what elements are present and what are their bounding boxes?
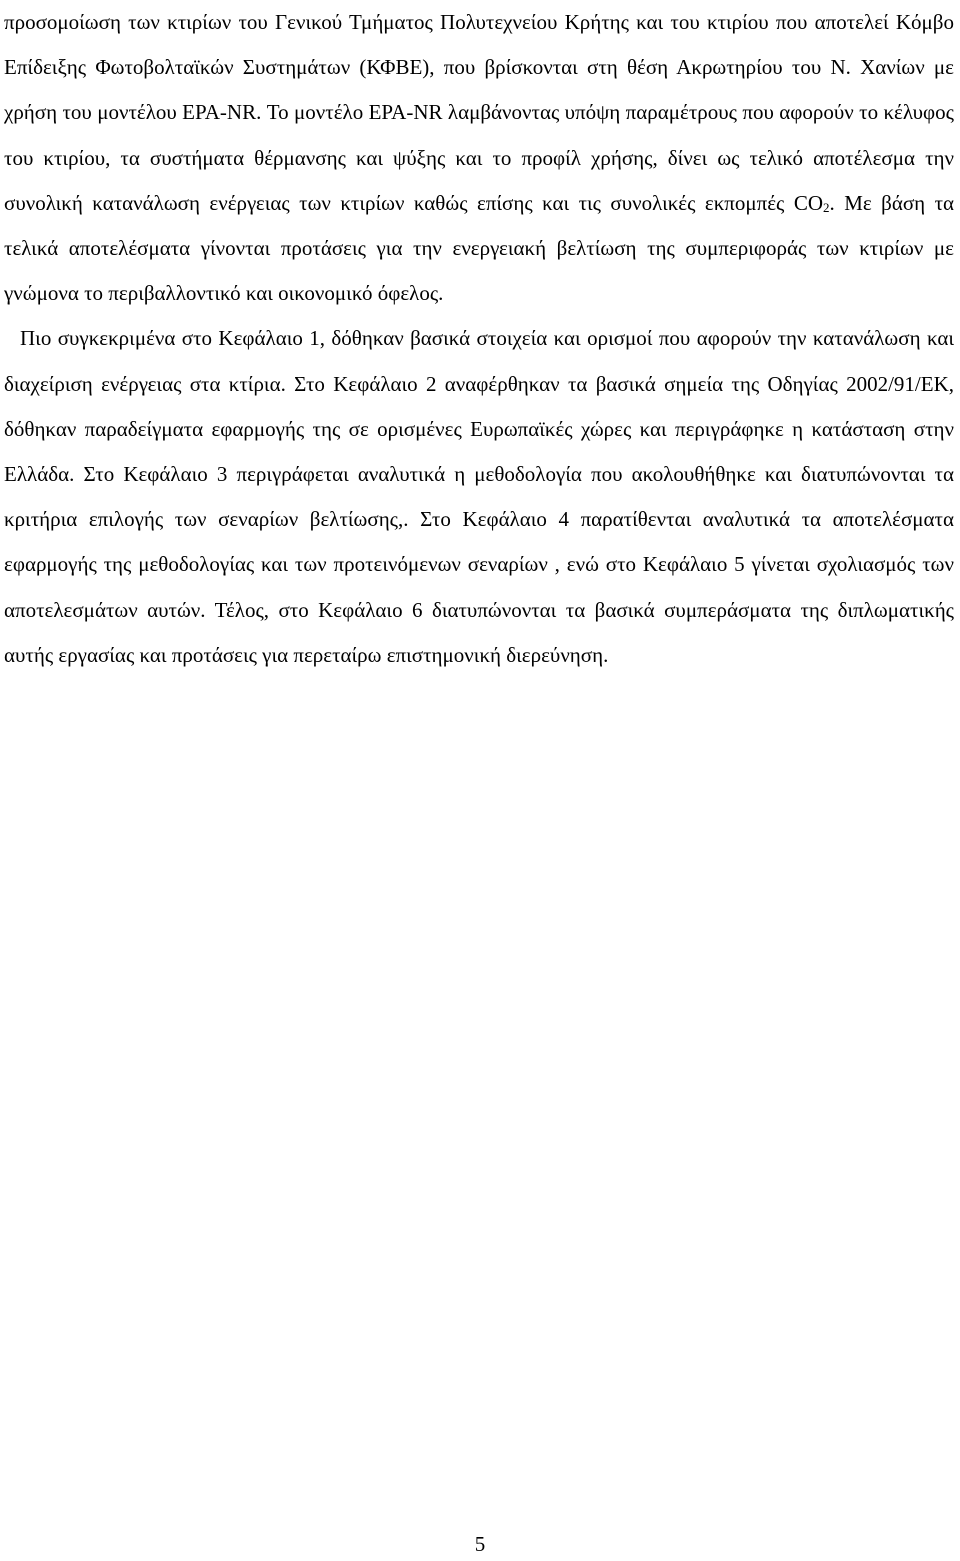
paragraph-2: Πιο συγκεκριμένα στο Κεφάλαιο 1, δόθηκαν βασικά στοιχεία και ορισμοί που αφορούν την κατανάλωση και διαχείριση ενέργειας στα κτίρια. Στο Κεφάλαιο 2 αναφέρθηκαν τα βασικά σημεία της Οδηγίας 2002/91/ΕΚ, δόθηκαν παραδείγματα εφαρμογής της σε ορισμένες Ευρωπαϊκές χώρες και περιγράφηκε η κατάσταση στην Ελλάδα. Στο Κεφάλαιο 3 περιγράφεται αναλυτικά η μεθοδολογία που ακολουθήθηκε και διατυπώνονται τα κριτήρια επιλογής των σεναρίων βελτίωσης,. Στο Κεφάλαιο 4 παρατίθενται αναλυτικά τα αποτελέσματα εφαρμογής της μεθοδολογίας και των προτεινόμενων σεναρίων , ενώ στο Κεφάλαιο 5 γίνεται σχολιασμός των αποτελεσμάτων αυτών. Τέλος, στο Κεφάλαιο 6 διατυπώνονται τα βασικά συμπεράσματα της διπλωματικής αυτής εργασίας και προτάσεις για περεταίρω επιστημονική διερεύνηση.: [4, 326, 954, 667]
co2-subscript: 2: [823, 199, 830, 215]
paragraph-1: [4, 0, 954, 316]
paragraph-1-text-a: προσομοίωση των κτιρίων του Γενικού Τμήματος Πολυτεχνείου Κρήτης και του κτιρίου που αποτελεί Κόμβο Επίδειξης Φωτοβολταϊκών Συστημάτων (ΚΦΒΕ), που βρίσκονται στη θέση Ακρωτηρίου του Ν. Χανίων με χρήση του μοντέλου EPA-NR. Το μοντέλο EPA-NR λαμβάνοντας υπόψη παραμέτρους που αφορούν το κέλυφος του κτιρίου, τα συστήματα θέρμανσης και ψύξης και το προφίλ χρήσης, δίνει ως τελικό αποτέλεσμα την συνολική κατανάλωση ενέργειας των κτιρίων καθώς επίσης και τις συνολικές εκπομπές CO: [4, 10, 954, 215]
page-number: 5: [474, 1532, 486, 1556]
paragraph-1-text-b: . Με βάση τα τελικά αποτελέσματα γίνονται προτάσεις για την ενεργειακή βελτίωση της συμπεριφοράς των κτιρίων με γνώμονα το περιβαλλοντικό και οικονομικό όφελος.: [4, 190, 955, 306]
body-text: [4, 0, 954, 678]
